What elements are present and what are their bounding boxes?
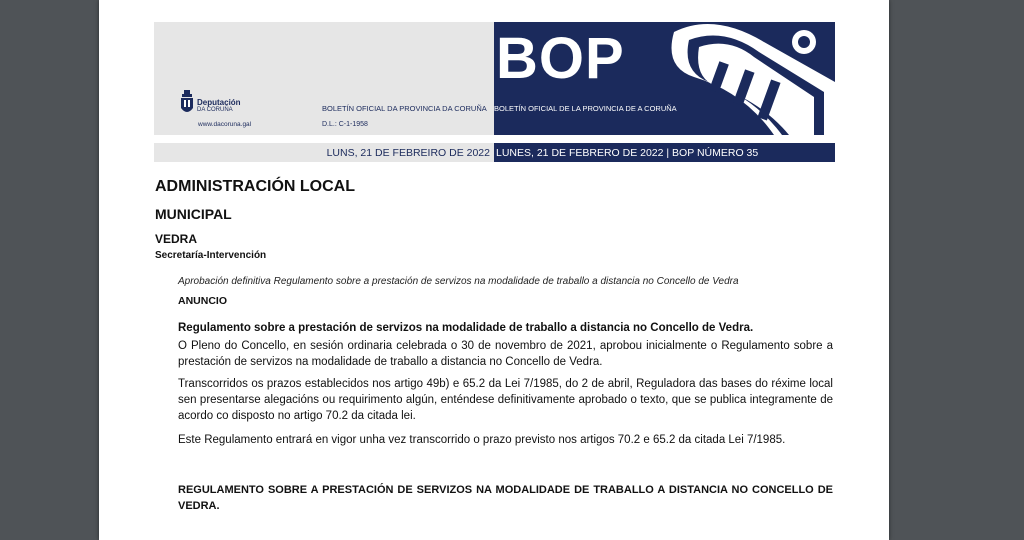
org-name: Deputación xyxy=(197,98,241,107)
notice-title: Regulamento sobre a prestación de servizos na modalidade de traballo a distancia no Concello de Vedra. xyxy=(178,322,754,334)
org-url[interactable]: www.dacoruna.gal xyxy=(198,121,252,128)
notice-summary: Aprobación definitiva Regulamento sobre a prestación de servizos na modalidade de traballo a distancia no Concello de Vedra xyxy=(178,276,739,287)
header-blue-panel xyxy=(494,22,835,135)
bop-title: BOP xyxy=(496,26,625,91)
date-bar-gl xyxy=(154,143,494,162)
paragraph-2: Transcorridos os prazos establecidos nos artigo 49b) e 65.2 da Lei 7/1985, do 2 de abril, Reguladora das bases do réxime local sen presentarse alegacións ou requirimento algún, enténdese definitivamente aprobado o texto, que se publica integramente de acordo co disposto no artigo 70.2 da citada lei. xyxy=(178,378,833,422)
crest-icon xyxy=(179,90,195,116)
paragraph-1: O Pleno do Concello, en sesión ordinaria celebrada o 30 de novembro de 2021, aprobou inicialmente o Regulamento sobre a prestación de servizos na modalidade de traballo a distancia no Concello de Vedra. xyxy=(178,340,833,368)
bulletin-title-es: BOLETÍN OFICIAL DE LA PROVINCIA DE A CORUÑA xyxy=(494,104,677,113)
document-page xyxy=(99,0,889,540)
paragraph-3: Este Regulamento entrará en vigor unha vez transcorrido o prazo previsto nos artigos 70.2 e 65.2 da citada Lei 7/1985. xyxy=(178,434,786,446)
section-type: MUNICIPAL xyxy=(155,206,232,222)
bop-emblem-icon xyxy=(654,22,835,135)
notice-heading: ANUNCIO xyxy=(178,295,227,307)
deputacion-logo xyxy=(179,90,269,130)
bulletin-title-gl: BOLETÍN OFICIAL DA PROVINCIA DA CORUÑA xyxy=(322,104,487,113)
department: Secretaría-Intervención xyxy=(155,250,267,261)
org-sub: DA CORUÑA xyxy=(197,107,233,113)
date-bar-es xyxy=(494,143,835,162)
municipality: VEDRA xyxy=(155,232,198,246)
date-gl: LUNS, 21 DE FEBREIRO DE 2022 xyxy=(326,147,490,159)
regulation-heading: REGULAMENTO SOBRE A PRESTACIÓN DE SERVIZOS NA MODALIDADE DE TRABALLO A DISTANCIA NO CONCELLO DE VEDRA. xyxy=(178,484,833,512)
legal-deposit: D.L.: C-1-1958 xyxy=(322,121,368,128)
section-admin: ADMINISTRACIÓN LOCAL xyxy=(155,178,355,195)
header-grey-panel xyxy=(154,22,494,135)
date-es: LUNES, 21 DE FEBRERO DE 2022 | BOP NÚMERO 35 xyxy=(496,147,759,159)
